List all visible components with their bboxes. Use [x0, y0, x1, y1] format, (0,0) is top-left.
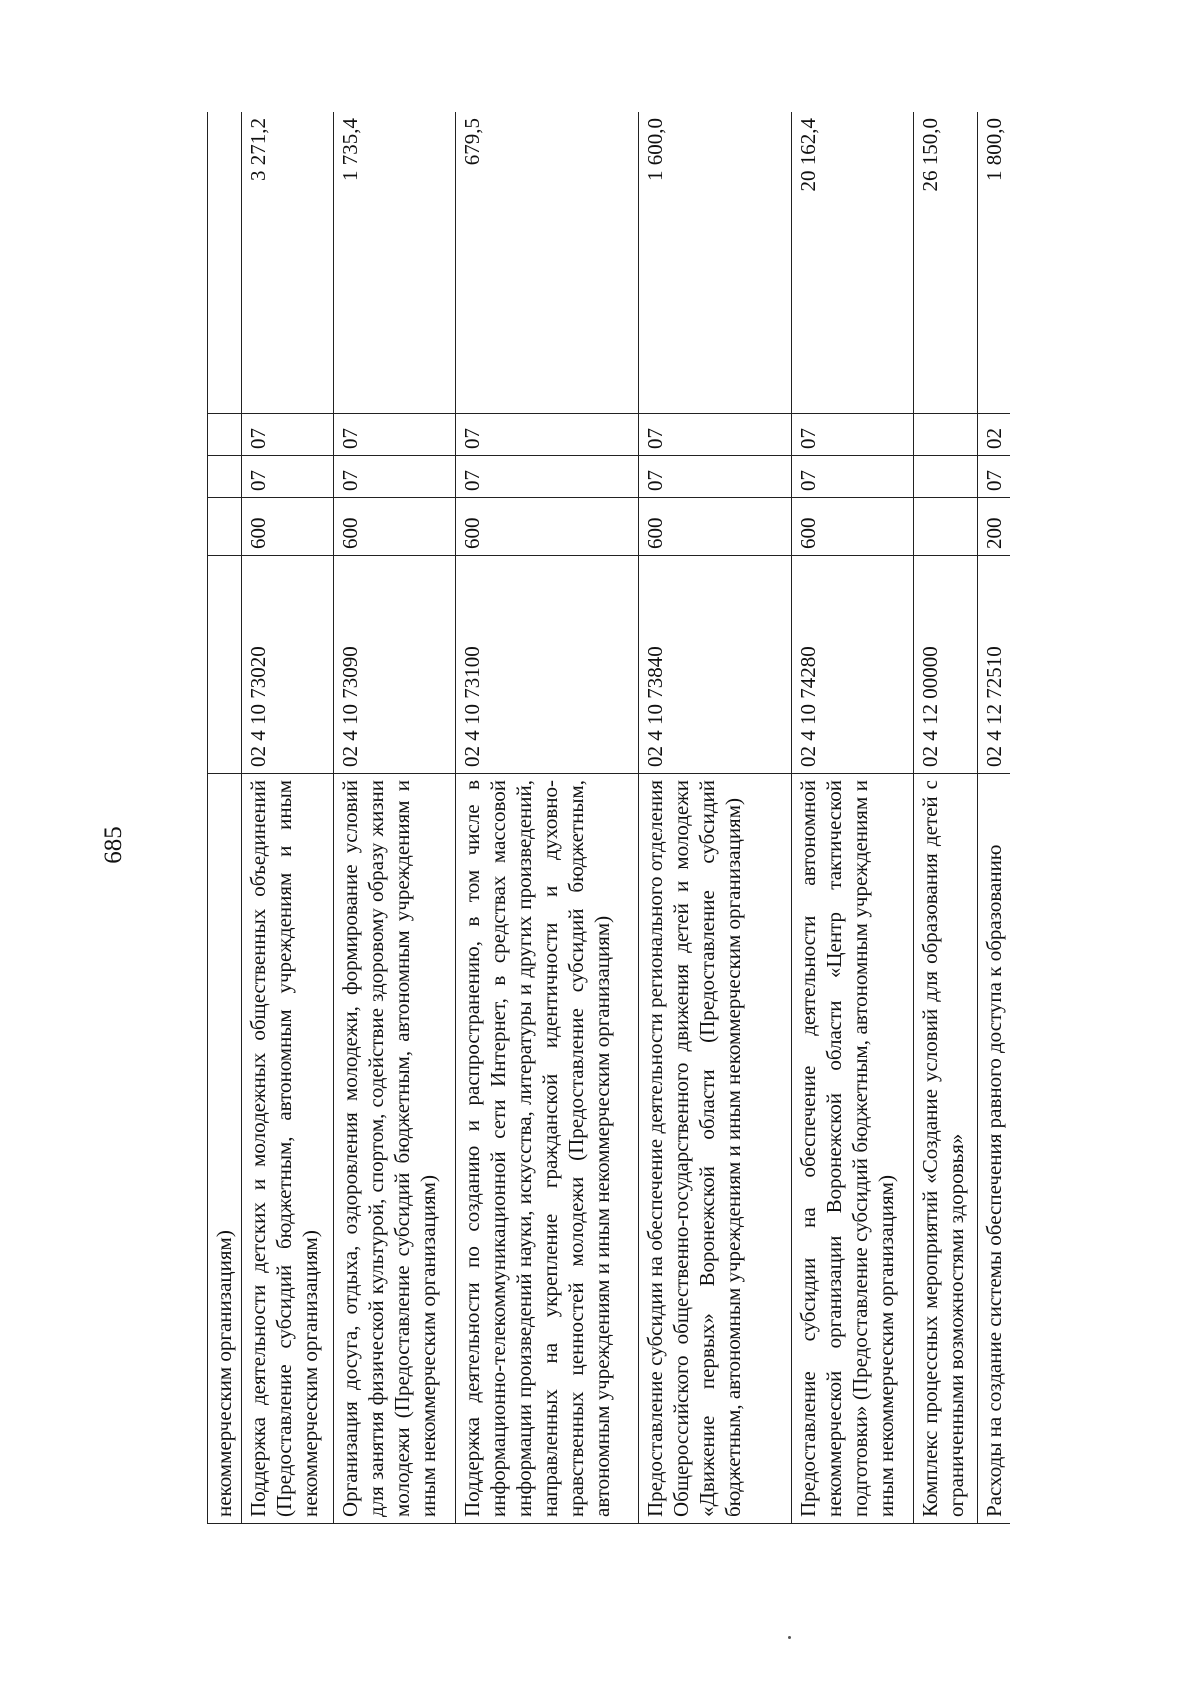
- row-name-cell: Предоставление субсидии на обеспечение деятельности автономной некоммерческой организации Воронежской области «Центр тактической подготовки» (Предоставление субсидий бюджетным, автономным учреждениям и иным некоммерческим организациям): [792, 774, 914, 1524]
- row-rz-cell: 07: [334, 456, 456, 498]
- row-code-cell: 02 4 12 00000: [914, 556, 978, 774]
- row-code-cell: 02 4 12 72510: [978, 556, 1011, 774]
- row-rz-cell: 07: [639, 456, 792, 498]
- row-pr-cell: 02: [978, 414, 1011, 456]
- row-code-cell: 02 4 10 73840: [639, 556, 792, 774]
- row-amount-cell: 1 735,4: [334, 112, 456, 414]
- row-name-cell: Комплекс процессных мероприятий «Создание условий для образования детей с ограниченными возможностями здоровья»: [914, 774, 978, 1524]
- row-pr-cell: 07: [639, 414, 792, 456]
- page-number: 685: [100, 826, 127, 864]
- row-name-cell: Поддержка деятельности по созданию и распространению, в том числе в информационно-телекоммуникационной сети Интернет, в средствах массовой информации произведений науки, искусства, литературы и других произведений, направленных на укрепление гражданской идентичности и духовно-нравственных ценностей молодежи (Предоставление субсидий бюджетным, автономным учреждениям и иным некоммерческим организациям): [456, 774, 639, 1524]
- table-row: [208, 112, 242, 1524]
- row-code-cell: 02 4 10 73020: [242, 556, 334, 774]
- scan-speck: [788, 1636, 791, 1639]
- row-vr-cell: 600: [792, 498, 914, 556]
- table-row: [242, 112, 334, 1524]
- row-amount-cell: 26 150,0: [914, 112, 978, 414]
- row-amount-cell: 1 600,0: [639, 112, 792, 414]
- row-vr-cell: [208, 498, 242, 556]
- row-rz-cell: [914, 456, 978, 498]
- row-vr-cell: 600: [456, 498, 639, 556]
- row-name-cell: Организация досуга, отдыха, оздоровления молодежи, формирование условий для занятия физической культурой, спортом, содействие здоровому образу жизни молодежи (Предоставление субсидий бюджетным, автономным учреждениям и иным некоммерческим организациям): [334, 774, 456, 1524]
- row-pr-cell: 07: [456, 414, 639, 456]
- row-pr-cell: 07: [792, 414, 914, 456]
- row-vr-cell: 600: [242, 498, 334, 556]
- table-row: [914, 112, 978, 1524]
- row-pr-cell: 07: [242, 414, 334, 456]
- row-vr-cell: [914, 498, 978, 556]
- table-row: [456, 112, 639, 1524]
- row-pr-cell: [914, 414, 978, 456]
- row-name-cell: Предоставление субсидии на обеспечение деятельности регионального отделения Общероссийского общественно-государственного движения детей и молодежи «Движение первых» Воронежской области (Предоставление субсидий бюджетным, автономным учреждениям и иным некоммерческим организациям): [639, 774, 792, 1524]
- budget-table-container: [207, 112, 1010, 1524]
- row-code-cell: 02 4 10 74280: [792, 556, 914, 774]
- row-code-cell: 02 4 10 73090: [334, 556, 456, 774]
- row-amount-cell: [208, 112, 242, 414]
- row-amount-cell: 679,5: [456, 112, 639, 414]
- table-row: [978, 112, 1011, 1524]
- row-amount-cell: 3 271,2: [242, 112, 334, 414]
- row-pr-cell: [208, 414, 242, 456]
- row-rz-cell: 07: [978, 456, 1011, 498]
- row-name-cell: Поддержка деятельности детских и молодежных общественных объединений (Предоставление субсидий бюджетным, автономным учреждениям и иным некоммерческим организациям): [242, 774, 334, 1524]
- budget-table: [207, 112, 1010, 1524]
- table-row: [792, 112, 914, 1524]
- row-code-cell: 02 4 10 73100: [456, 556, 639, 774]
- row-amount-cell: 20 162,4: [792, 112, 914, 414]
- row-pr-cell: 07: [334, 414, 456, 456]
- row-rz-cell: [208, 456, 242, 498]
- row-rz-cell: 07: [242, 456, 334, 498]
- row-name-cell: Расходы на создание системы обеспечения равного доступа к образованию: [978, 774, 1011, 1524]
- table-row: [639, 112, 792, 1524]
- rotated-table-frame: [207, 112, 1010, 1524]
- row-rz-cell: 07: [792, 456, 914, 498]
- row-name-cell: некоммерческим организациям): [208, 774, 242, 1524]
- row-rz-cell: 07: [456, 456, 639, 498]
- row-code-cell: [208, 556, 242, 774]
- table-row: [334, 112, 456, 1524]
- row-vr-cell: 600: [639, 498, 792, 556]
- row-vr-cell: 200: [978, 498, 1011, 556]
- row-vr-cell: 600: [334, 498, 456, 556]
- row-amount-cell: 1 800,0: [978, 112, 1011, 414]
